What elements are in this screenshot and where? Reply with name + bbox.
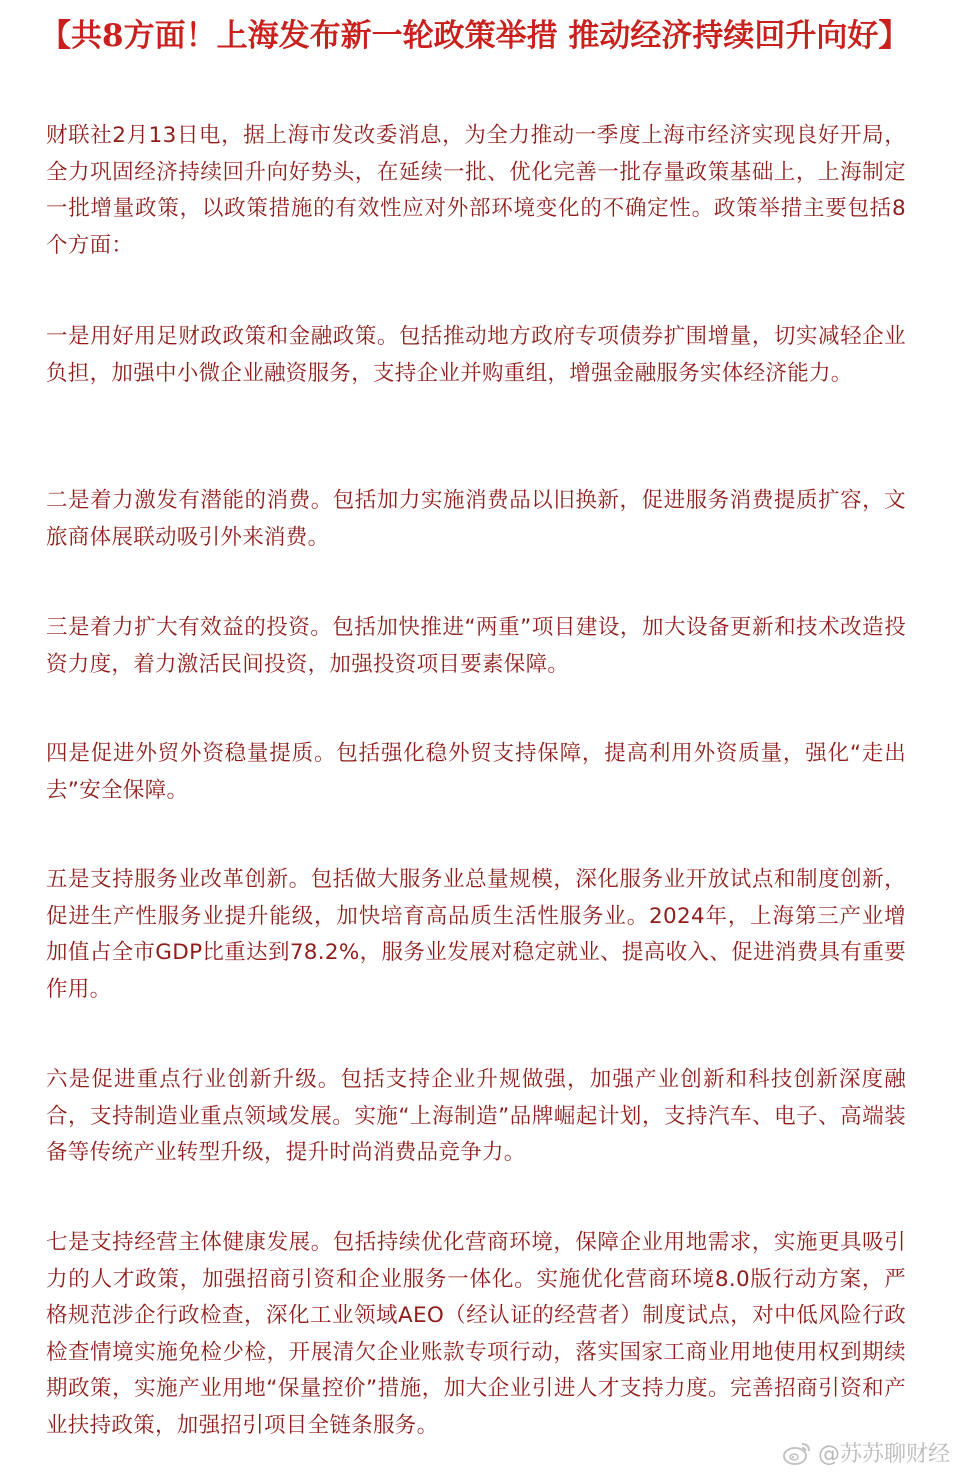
measure-paragraph-2: 二是着力激发有潜能的消费。包括加力实施消费品以旧换新，促进服务消费提质扩容，文旅商体展联动吸引外来消费。 xyxy=(46,488,906,550)
measure-paragraph-3: 三是着力扩大有效益的投资。包括加快推进“两重”项目建设，加大设备更新和技术改造投资力度，着力激活民间投资，加强投资项目要素保障。 xyxy=(46,615,906,677)
measure-paragraph-5: 五是支持服务业改革创新。包括做大服务业总量规模，深化服务业开放试点和制度创新，促进生产性服务业提升能级，加快培育高品质生活性服务业。2024年，上海第三产业增加值占全市GDP比重达到78.2%，服务业发展对稳定就业、提高收入、促进消费具有重要作用。 xyxy=(46,867,906,1002)
measure-paragraph-6: 六是促进重点行业创新升级。包括支持企业升规做强，加强产业创新和科技创新深度融合，支持制造业重点领域发展。实施“上海制造”品牌崛起计划，支持汽车、电子、高端装备等传统产业转型升级，提升时尚消费品竞争力。 xyxy=(46,1067,906,1165)
lead-paragraph: 财联社2月13日电，据上海市发改委消息，为全力推动一季度上海市经济实现良好开局，全力巩固经济持续回升向好势头，在延续一批、优化完善一批存量政策基础上，上海制定一批增量政策，以政策措施的有效性应对外部环境变化的不确定性。政策举措主要包括8个方面： xyxy=(46,123,906,258)
watermark-text: @苏苏聊财经 xyxy=(817,1442,950,1467)
weibo-icon xyxy=(782,1440,812,1466)
watermark xyxy=(782,1437,950,1468)
measure-paragraph-7: 七是支持经营主体健康发展。包括持续优化营商环境，保障企业用地需求，实施更具吸引力的人才政策，加强招商引资和企业服务一体化。实施优化营商环境8.0版行动方案，严格规范涉企行政检查，深化工业领域AEO（经认证的经营者）制度试点，对中低风险行政检查情境实施免检少检，开展清欠企业账款专项行动，落实国家工商业用地使用权到期续期政策，实施产业用地“保量控价”措施，加大企业引进人才支持力度。完善招商引资和产业扶持政策，加强招引项目全链条服务。 xyxy=(46,1230,906,1438)
measure-paragraph-4: 四是促进外贸外资稳量提质。包括强化稳外贸支持保障，提高利用外资质量，强化“走出去”安全保障。 xyxy=(46,741,906,803)
article-headline: 【共8方面！上海发布新一轮政策举措 推动经济持续回升向好】 xyxy=(40,18,910,54)
measure-paragraph-1: 一是用好用足财政政策和金融政策。包括推动地方政府专项债券扩围增量，切实减轻企业负担，加强中小微企业融资服务，支持企业并购重组，增强金融服务实体经济能力。 xyxy=(46,324,906,386)
